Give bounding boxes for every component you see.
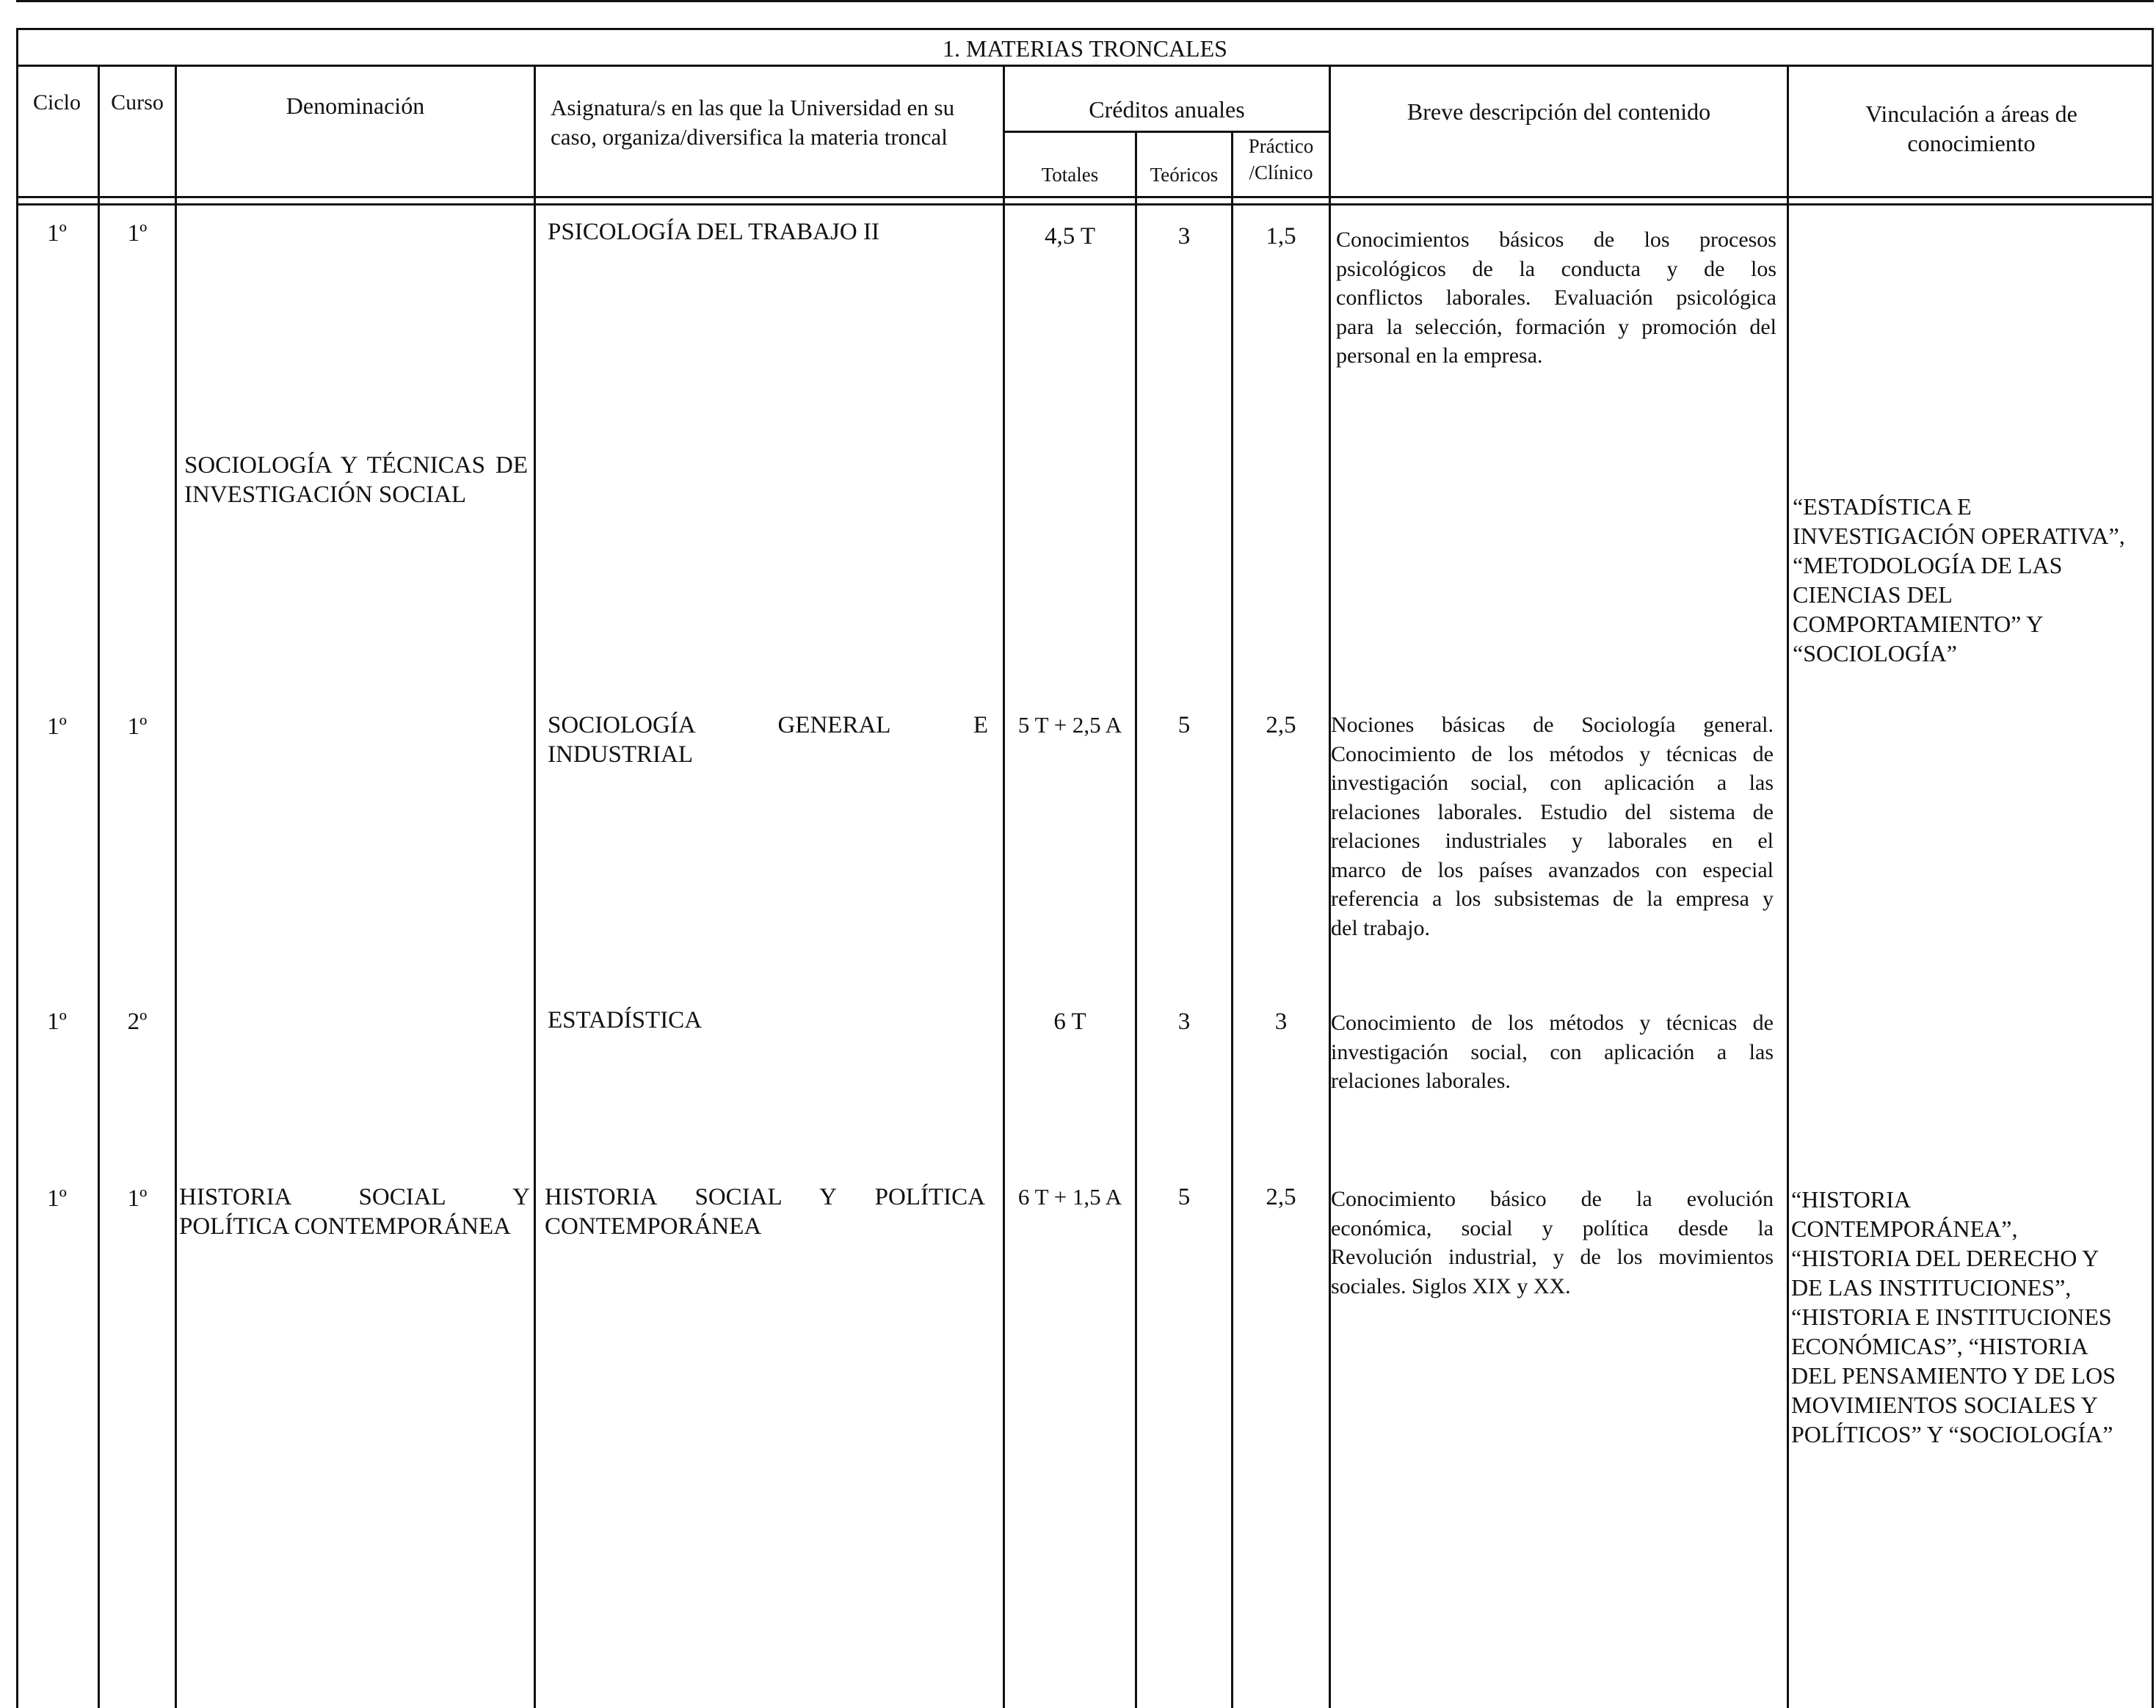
group2-denominacion	[179, 1182, 530, 1212]
header-practico-line1: Práctico	[1248, 135, 1314, 157]
row1-desc-line4: para la selección, formación y promoción del	[1336, 314, 1776, 339]
col-divider-descripcion	[1787, 65, 1789, 1708]
row3-desc-line3: relaciones laborales.	[1331, 1069, 1511, 1093]
row3-ciclo: 1º	[47, 1009, 67, 1035]
group1-denominacion-line1: SOCIOLOGÍA Y TÉCNICAS DE	[184, 452, 528, 479]
row2-desc-line1: Nociones básicas de Sociología general.	[1331, 713, 1774, 737]
row3-totales: 6 T	[1053, 1009, 1086, 1035]
row1-desc-line2: psicológicos de la conducta y de los	[1336, 256, 1776, 281]
row3-desc-line2: investigación social, con aplicación a las	[1331, 1039, 1774, 1064]
group1-vinc-line4: CIENCIAS DEL	[1793, 581, 1953, 608]
row3-practico: 3	[1274, 1009, 1288, 1035]
group1-denominacion	[184, 451, 528, 480]
row2-asignatura	[548, 711, 988, 740]
header-practico-line2: /Clínico	[1249, 161, 1313, 183]
group2-vinc-line5: “HISTORIA E INSTITUCIONES	[1791, 1304, 2112, 1330]
group2-denominacion-line2: POLÍTICA CONTEMPORÁNEA	[179, 1213, 511, 1240]
row2-totales: 5 T + 2,5 A	[1017, 712, 1122, 738]
header-ciclo: Ciclo	[33, 90, 81, 115]
row2-desc-line8: del trabajo.	[1331, 915, 1430, 940]
row3-teoricos: 3	[1177, 1009, 1191, 1035]
header-double-rule	[16, 203, 2154, 206]
header-asignatura-line1: Asignatura/s en las que la Universidad en su	[551, 95, 955, 120]
row1-curso: 1º	[127, 220, 148, 247]
group1-vinculacion	[1793, 492, 2125, 668]
header-totales: Totales	[1041, 164, 1099, 186]
row2-descripcion	[1331, 711, 1774, 942]
group1-vinc-line1: “ESTADÍSTICA E	[1793, 493, 1972, 520]
row4-curso: 1º	[127, 1185, 148, 1212]
group1-vinc-line3: “METODOLOGÍA DE LAS	[1793, 552, 2063, 578]
header-vinculacion-line1: Vinculación a áreas de	[1865, 101, 2077, 127]
header-descripcion: Breve descripción del contenido	[1407, 98, 1711, 125]
group2-vinc-line6: ECONÓMICAS”, “HISTORIA	[1791, 1333, 2088, 1359]
row4-desc-line1: Conocimiento básico de la evolución	[1331, 1187, 1774, 1211]
col-divider-ciclo	[98, 65, 100, 1708]
title-divider	[16, 65, 2154, 67]
col-divider-totales	[1135, 131, 1137, 1708]
col-divider-denominacion	[534, 65, 536, 1708]
row1-desc-line3: conflictos laborales. Evaluación psicológica	[1336, 286, 1776, 310]
row3-descripcion	[1331, 1009, 1774, 1096]
row1-descripcion	[1336, 225, 1776, 371]
table-frame	[16, 28, 2154, 1708]
row4-asignatura-line1: HISTORIA SOCIAL Y POLÍTICA	[545, 1184, 985, 1210]
group2-denominacion-line1: HISTORIA SOCIAL Y	[179, 1184, 530, 1210]
top-rule	[16, 0, 2154, 2]
col-divider-teoricos	[1231, 131, 1233, 1708]
row2-desc-line7: referencia a los subsistemas de la empresa y	[1331, 887, 1774, 911]
row2-desc-line2: Conocimiento de los métodos y técnicas de	[1331, 741, 1774, 766]
row2-curso: 1º	[127, 713, 148, 740]
row4-practico: 2,5	[1266, 1184, 1296, 1210]
row4-asignatura-line2: CONTEMPORÁNEA	[545, 1213, 762, 1240]
header-creditos: Créditos anuales	[1089, 96, 1245, 123]
row3-desc-line1: Conocimiento de los métodos y técnicas de	[1331, 1011, 1774, 1035]
table-title: 1. MATERIAS TRONCALES	[943, 35, 1227, 62]
row1-ciclo: 1º	[47, 220, 67, 247]
row2-asignatura-line2: INDUSTRIAL	[548, 741, 693, 768]
group2-vinc-line3: “HISTORIA DEL DERECHO Y	[1791, 1245, 2099, 1271]
row4-totales: 6 T + 1,5 A	[1017, 1184, 1122, 1210]
row2-asignatura-line1: SOCIOLOGÍA GENERAL E	[548, 712, 988, 738]
row3-curso: 2º	[127, 1009, 148, 1035]
row4-descripcion	[1331, 1185, 1774, 1301]
col-divider-curso	[175, 65, 177, 1708]
row2-desc-line5: relaciones industriales y laborales en el	[1331, 829, 1774, 853]
row4-ciclo: 1º	[47, 1185, 67, 1212]
header-bottom-rule	[16, 196, 2154, 198]
row2-ciclo: 1º	[47, 713, 67, 740]
header-denominacion: Denominación	[286, 92, 425, 119]
header-teoricos: Teóricos	[1150, 164, 1219, 186]
header-curso: Curso	[111, 90, 164, 115]
row2-teoricos: 5	[1177, 712, 1191, 738]
header-vinculacion-line2: conocimiento	[1907, 130, 2036, 156]
row4-asignatura	[545, 1182, 985, 1212]
group1-vinc-line6: “SOCIOLOGÍA”	[1793, 640, 1957, 666]
group2-vinc-line8: MOVIMIENTOS SOCIALES Y	[1791, 1392, 2098, 1418]
group1-denominacion-line2: INVESTIGACIÓN SOCIAL	[184, 481, 467, 508]
group1-vinc-line5: COMPORTAMIENTO” Y	[1793, 611, 2044, 637]
group2-vinculacion	[1791, 1185, 2116, 1449]
row4-teoricos: 5	[1177, 1184, 1191, 1210]
group2-vinc-line7: DEL PENSAMIENTO Y DE LOS	[1791, 1362, 2116, 1389]
row2-desc-line3: investigación social, con aplicación a las	[1331, 771, 1774, 795]
group1-vinc-line2: INVESTIGACIÓN OPERATIVA”,	[1793, 523, 2125, 549]
row4-desc-line3: Revolución industrial, y de los movimientos	[1331, 1245, 1774, 1269]
row1-practico: 1,5	[1266, 223, 1296, 250]
row4-desc-line2: económica, social y política desde la	[1331, 1215, 1774, 1240]
row1-desc-line1: Conocimientos básicos de los procesos	[1336, 228, 1776, 252]
row1-asignatura: PSICOLOGÍA DEL TRABAJO II	[548, 219, 879, 245]
row1-totales: 4,5 T	[1044, 223, 1096, 250]
group2-vinc-line2: CONTEMPORÁNEA”,	[1791, 1215, 2018, 1242]
row2-practico: 2,5	[1266, 712, 1296, 738]
row4-desc-line4: sociales. Siglos XIX y XX.	[1331, 1273, 1571, 1298]
col-divider-asignatura	[1003, 65, 1005, 1708]
header-asignatura-line2: caso, organiza/diversifica la materia troncal	[551, 124, 948, 150]
row1-teoricos: 3	[1177, 223, 1191, 250]
row2-desc-line6: marco de los países avanzados con especial	[1331, 857, 1774, 882]
group2-vinc-line1: “HISTORIA	[1791, 1186, 1911, 1213]
row1-desc-line5: personal en la empresa.	[1336, 344, 1543, 368]
row2-desc-line4: relaciones laborales. Estudio del sistema de	[1331, 799, 1774, 824]
row3-asignatura: ESTADÍSTICA	[548, 1007, 703, 1033]
group2-vinc-line9: POLÍTICOS” Y “SOCIOLOGÍA”	[1791, 1421, 2113, 1447]
group2-vinc-line4: DE LAS INSTITUCIONES”,	[1791, 1274, 2072, 1301]
